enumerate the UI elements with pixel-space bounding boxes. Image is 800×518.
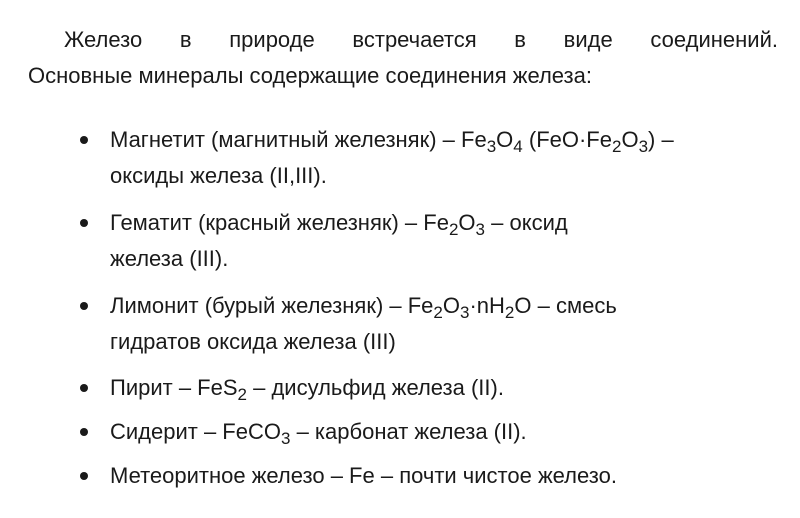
list-item-magnetite [0,122,674,194]
bullet-icon [80,136,88,144]
intro-line-2: Основные минералы содержащие соединения железа: [28,63,592,88]
list-item-siderite [0,414,527,450]
list-item-line: Пирит – FeS$_2$ – дисульфид железа (II). [110,375,504,404]
intro-paragraph [28,22,778,94]
bullet-icon [80,384,88,392]
list-item-hematite [0,205,568,277]
list-item-line: Лимонит (бурый железняк) – $Fe_2O_3\cdot nH_2O$ – смесь [110,293,617,322]
list-item-limonite [0,288,617,360]
list-item-line: железа (III). [110,246,229,271]
list-item-line: Магнетит (магнитный железняк) – $Fe_3O_4$ $(FeO\cdot Fe_2O_3)$ – [110,127,674,156]
bullet-icon [80,428,88,436]
list-item-line: Гематит (красный железняк) – $Fe_2O_3$ – оксид [110,210,568,239]
intro-line-1: Железо в природе встречается в виде соединений. [64,27,778,52]
list-item-line: Сидерит – FeCO$_3$ – карбонат железа (II). [110,419,527,448]
list-item-pyrite [0,370,504,406]
list-item-line: гидратов оксида железа (III) [110,329,396,354]
list-item-meteoric-iron [0,458,617,494]
bullet-icon [80,302,88,310]
bullet-icon [80,219,88,227]
bullet-icon [80,472,88,480]
list-item-line: оксиды железа (II,III). [110,163,327,188]
list-item-line: Метеоритное железо – Fe – почти чистое железо. [110,463,617,488]
